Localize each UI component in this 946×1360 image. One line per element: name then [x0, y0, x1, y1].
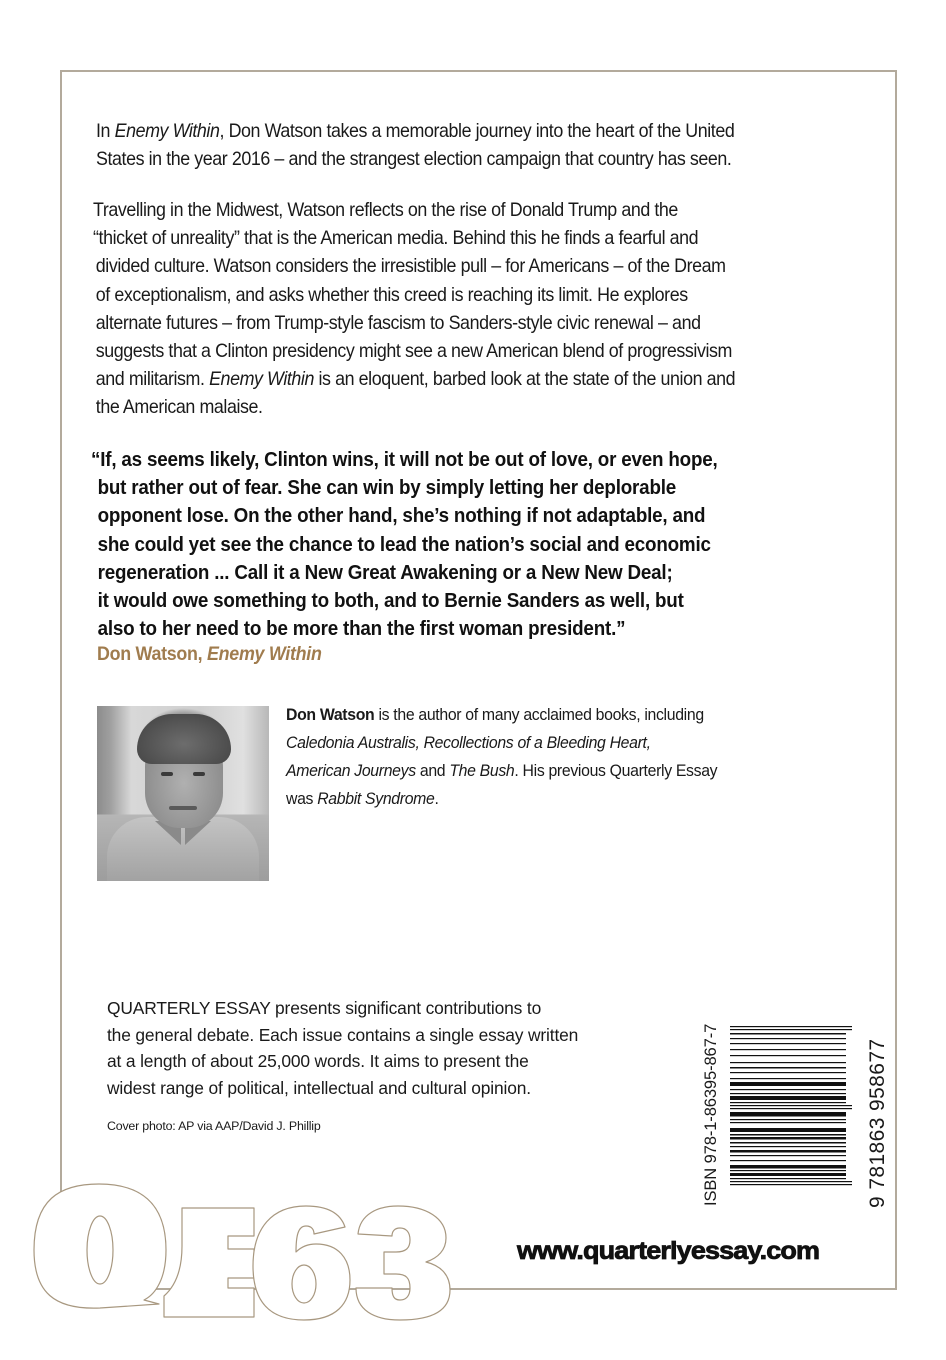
- issue-logo-qe63: [14, 1170, 262, 1320]
- photo-hair: [137, 714, 231, 764]
- description-line: Travelling in the Midwest, Watson reflects on the rise of Donald Trump and the: [93, 200, 678, 221]
- bio-line: Don Watson is the author of many acclaimed books, including: [286, 705, 704, 724]
- series-line: at a length of about 25,000 words. It aims to present the: [107, 1051, 529, 1072]
- photo-eye: [161, 772, 173, 776]
- bio-line: was Rabbit Syndrome.: [286, 789, 439, 808]
- quote-line: but rather out of fear. She can win by simply letting her deplorable: [97, 477, 677, 500]
- description-line: of exceptionalism, and asks whether this creed is reaching its limit. He explores: [95, 284, 688, 306]
- description-paragraph: [93, 197, 856, 423]
- photo-mouth: [169, 806, 197, 810]
- series-description: [107, 995, 667, 1102]
- description-line: the American malaise.: [95, 397, 263, 419]
- quote-line: she could yet see the chance to lead the nation’s social and economic: [97, 533, 711, 556]
- series-line: widest range of political, intellectual and cultural opinion.: [107, 1078, 531, 1099]
- quote-line: regeneration ... Call it a New Great Awakening or a New New Deal;: [97, 561, 673, 584]
- barcode-icon: [730, 1026, 852, 1192]
- quote-line: also to her need to be more than the first woman president.”: [97, 618, 626, 641]
- barcode-digits: 9 781863 958677: [866, 1038, 889, 1208]
- cover-photo-credit: Cover photo: AP via AAP/David J. Phillip: [107, 1119, 321, 1133]
- bio-line: American Journeys and The Bush. His previous Quarterly Essay: [286, 761, 718, 780]
- pull-quote: [91, 446, 843, 643]
- description-line: suggests that a Clinton presidency might see a new American blend of progressivism: [95, 341, 732, 363]
- series-line: the general debate. Each issue contains a single essay written: [107, 1024, 579, 1045]
- author-photo: [97, 706, 269, 881]
- quote-line: opponent lose. On the other hand, she’s nothing if not adaptable, and: [97, 505, 706, 528]
- description-line: “thicket of unreality” that is the American media. Behind this he finds a fearful and: [93, 228, 699, 250]
- quote-attribution: Don Watson, Enemy Within: [97, 644, 322, 665]
- intro-line: States in the year 2016 – and the strangest election campaign that country has seen.: [96, 149, 732, 170]
- author-bio: [286, 701, 807, 813]
- issue-logo-63: [250, 1200, 455, 1322]
- quote-line: it would owe something to both, and to Bernie Sanders as well, but: [97, 590, 684, 613]
- quote-line: “If, as seems likely, Clinton wins, it will not be out of love, or even hope,: [91, 449, 718, 471]
- description-line: and militarism. Enemy Within is an eloquent, barbed look at the state of the union and: [95, 369, 736, 391]
- description-line: divided culture. Watson considers the irresistible pull – for Americans – of the Dream: [95, 256, 726, 278]
- website-url[interactable]: www.quarterlyessay.com: [517, 1237, 820, 1265]
- series-line: QUARTERLY ESSAY presents significant contributions to: [107, 998, 542, 1018]
- description-line: alternate futures – from Trump-style fascism to Sanders-style civic renewal – and: [95, 312, 701, 334]
- intro-paragraph: [96, 118, 831, 174]
- photo-eye: [193, 772, 205, 776]
- bio-line: Caledonia Australis, Recollections of a Bleeding Heart,: [286, 733, 651, 752]
- isbn-label: ISBN 978-1-86395-867-7: [702, 1023, 720, 1206]
- intro-line: In Enemy Within, Don Watson takes a memorable journey into the heart of the United: [96, 121, 735, 142]
